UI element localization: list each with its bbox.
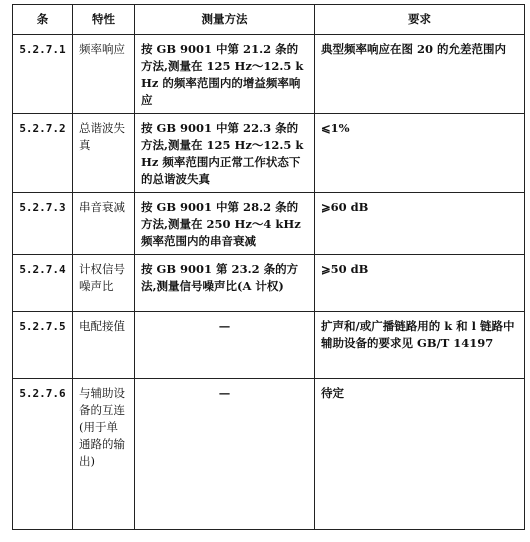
row-feature: 电配接值 <box>73 312 135 379</box>
table-row <box>13 312 525 379</box>
table-row <box>13 114 525 193</box>
row-method: — <box>135 312 315 379</box>
row-method: — <box>135 379 315 530</box>
row-method: 按 GB 9001 第 23.2 条的方法,测量信号噪声比(A 计权) <box>135 255 315 312</box>
header-clause: 条 <box>13 5 73 35</box>
row-method: 按 GB 9001 中第 22.3 条的方法,测量在 125 Hz～12.5 kHz 频率范围内正常工作状态下的总谐波失真 <box>135 114 315 193</box>
row-method: 按 GB 9001 中第 28.2 条的方法,测量在 250 Hz～4 kHz 频率范围内的串音衰减 <box>135 193 315 255</box>
row-requirement: ⩾60 dB <box>315 193 525 255</box>
row-requirement: 扩声和/或广播链路用的 k 和 l 链路中辅助设备的要求见 GB/T 14197 <box>315 312 525 379</box>
row-clause: 5.2.7.6 <box>13 379 73 530</box>
row-feature: 总谐波失真 <box>73 114 135 193</box>
row-requirement: ⩾50 dB <box>315 255 525 312</box>
row-method: 按 GB 9001 中第 21.2 条的方法,测量在 125 Hz～12.5 kHz 的频率范围内的增益频率响应 <box>135 35 315 114</box>
spec-table <box>12 4 525 530</box>
row-requirement: 待定 <box>315 379 525 530</box>
row-feature: 频率响应 <box>73 35 135 114</box>
table-row <box>13 35 525 114</box>
table-row <box>13 255 525 312</box>
row-feature: 计权信号噪声比 <box>73 255 135 312</box>
row-requirement: ⩽1% <box>315 114 525 193</box>
table-row <box>13 379 525 530</box>
row-clause: 5.2.7.1 <box>13 35 73 114</box>
row-feature: 与辅助设备的互连(用于单通路的输出) <box>73 379 135 530</box>
header-method: 测量方法 <box>135 5 315 35</box>
row-clause: 5.2.7.5 <box>13 312 73 379</box>
table-header-row <box>13 5 525 35</box>
row-requirement: 典型频率响应在图 20 的允差范围内 <box>315 35 525 114</box>
table-row <box>13 193 525 255</box>
row-clause: 5.2.7.4 <box>13 255 73 312</box>
row-feature: 串音衰减 <box>73 193 135 255</box>
row-clause: 5.2.7.2 <box>13 114 73 193</box>
row-clause: 5.2.7.3 <box>13 193 73 255</box>
header-feature: 特性 <box>73 5 135 35</box>
header-requirement: 要求 <box>315 5 525 35</box>
